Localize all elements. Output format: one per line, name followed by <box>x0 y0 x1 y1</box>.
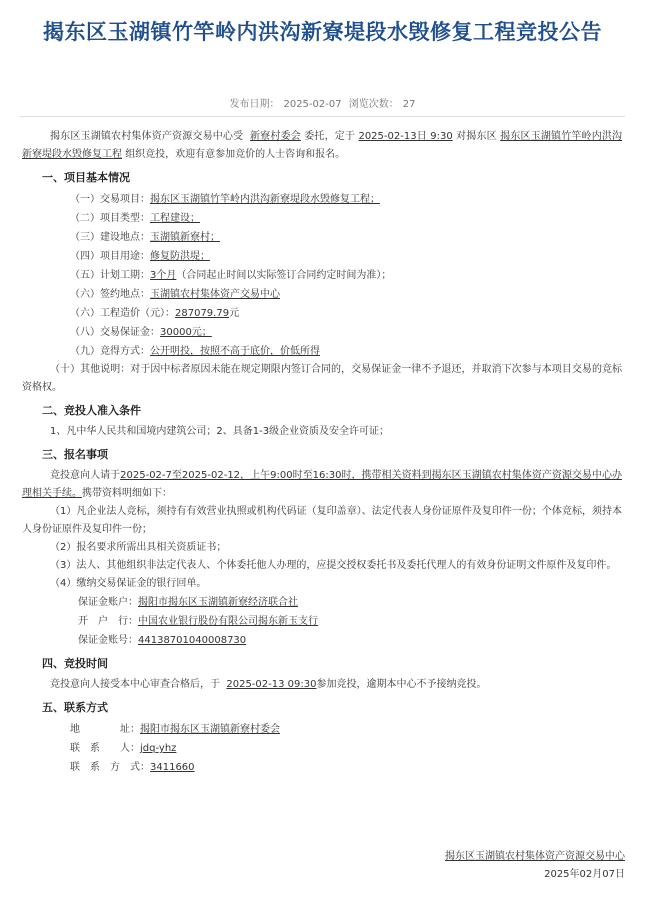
contact-label: 联 系 方 式： <box>70 762 150 773</box>
section-heading-5: 五、联系方式 <box>42 701 108 714</box>
project-info-item <box>22 304 622 323</box>
auction-time-text-1: 竞投意向人接受本中心审查合格后，于 <box>50 679 220 690</box>
project-name: 揭东区玉湖镇竹竿岭内洪沟新寮堤段水毁修复工程 <box>22 131 623 160</box>
bank-info-value: 揭阳市揭东区玉湖镇新寮经济联合社 <box>138 597 298 608</box>
publish-date-label: 发布日期： <box>229 99 280 110</box>
project-info-value: 工程建设； <box>150 213 200 224</box>
article-meta <box>0 95 645 110</box>
project-info-value: 30000元； <box>160 327 212 338</box>
required-document-item: （1）凡企业法人竞标，须持有有效营业执照或机构代码证（复印盖章）、法定代表人身份证原件及复印件一份；个体竞标，须持本人身份证原件及复印件一份； <box>22 506 622 535</box>
views-label: 浏览次数： <box>348 99 399 110</box>
other-notes-text: 对于因中标者原因未能在规定期限内签订合同的，交易保证金一律不予退还，并取消下次参与本项目交易的竞标资格权。 <box>22 364 623 393</box>
project-info-value: 玉湖镇农村集体资产交易中心 <box>150 289 280 300</box>
auction-time: 2025-02-13 09:30 <box>226 679 317 690</box>
intro-text-4: 组织竞投，欢迎有意参加竞价的人士咨询和报名。 <box>125 149 346 160</box>
views-count: 27 <box>402 99 416 110</box>
registration-paragraph <box>22 467 622 503</box>
qualification-text: 1、凡中华人民共和国境内建筑公司；2、具备1-3级企业资质及安全许可证； <box>50 426 390 437</box>
section-heading-3: 三、报名事项 <box>42 448 108 461</box>
intro-text-2: 委托，定于 <box>304 131 356 142</box>
project-info-item <box>22 323 622 342</box>
contact-value: 3411660 <box>150 762 195 773</box>
contact-row <box>22 720 622 739</box>
signature-date: 2025年02月07日 <box>544 869 625 880</box>
intro-paragraph <box>22 128 622 164</box>
project-info-label: （二）项目类型： <box>70 213 150 224</box>
registration-text-2: 携带资料明细如下： <box>82 488 172 499</box>
project-info-label: （九）竞得方式： <box>70 346 150 357</box>
client-name: 新寮村委会 <box>249 131 301 142</box>
contact-row <box>22 739 622 758</box>
bank-info-row <box>22 631 622 650</box>
project-info-item <box>22 247 622 266</box>
signature <box>445 848 625 884</box>
project-info-label: （五）计划工期： <box>70 270 150 281</box>
signature-org: 揭东区玉湖镇农村集体资产资源交易中心 <box>445 851 625 862</box>
project-info-item <box>22 342 622 361</box>
required-document-item: （3）法人、其他组织非法定代表人、个体委托他人办理的，应提交授权委托书及委托代理人的有效身份证明文件原件及复印件。 <box>50 560 617 571</box>
publish-date: 2025-02-07 <box>283 99 342 110</box>
contact-value: jdq-yhz <box>140 743 177 754</box>
project-info-list <box>22 190 622 361</box>
project-info-label: （四）项目用途： <box>70 251 150 262</box>
auction-time-text-2: 参加竞投，逾期本中心不予接纳竞投。 <box>316 679 487 690</box>
divider <box>20 116 625 117</box>
bank-info <box>22 593 622 650</box>
required-documents-list <box>22 503 622 593</box>
project-info-label: （六）签约地点： <box>70 289 150 300</box>
project-info-label: （一）交易项目： <box>70 194 150 205</box>
bank-info-label: 保证金账号： <box>78 635 138 646</box>
project-info-value: 修复防洪堤； <box>150 251 210 262</box>
registration-period: 2025-02-7至2025-02-12，上午9:00时至16:30时，携带相关资料到揭东区玉湖镇农村集体资产资源交易中心办理相关手续。 <box>22 470 622 499</box>
project-info-item <box>22 209 622 228</box>
bank-info-row <box>22 593 622 612</box>
section-heading-4: 四、竞投时间 <box>42 657 108 670</box>
project-info-item <box>22 266 622 285</box>
bank-info-row <box>22 612 622 631</box>
section-heading-2: 二、竞投人准入条件 <box>42 404 141 417</box>
project-info-label: （三）建设地点： <box>70 232 150 243</box>
bank-info-value: 中国农业银行股份有限公司揭东新玉支行 <box>138 616 318 627</box>
intro-text-3: 对揭东区 <box>456 131 497 142</box>
auction-time-paragraph <box>22 676 622 694</box>
contact-row <box>22 758 622 777</box>
bank-info-label: 保证金账户： <box>78 597 138 608</box>
intro-text-1: 揭东区玉湖镇农村集体资产资源交易中心受 <box>50 131 244 142</box>
registration-text-1: 竞投意向人请于 <box>50 470 121 481</box>
project-info-suffix: （合同起止时间以实际签订合同约定时间为准）； <box>176 270 392 281</box>
required-document-item: （4）缴纳交易保证金的银行回单。 <box>50 578 207 589</box>
contact-value: 揭阳市揭东区玉湖镇新寮村委会 <box>140 724 280 735</box>
project-info-value: 公开明投，按照不高于底价，价低所得 <box>150 346 320 357</box>
required-document-item: （2）报名要求所需出具相关资质证书； <box>50 542 227 553</box>
project-info-value: 3个月 <box>150 270 177 281</box>
project-info-label: （六）工程造价（元）： <box>70 308 175 319</box>
project-info-item <box>22 228 622 247</box>
contact-label: 联 系 人： <box>70 743 140 754</box>
project-info-value: 揭东区玉湖镇竹竿岭内洪沟新寮堤段水毁修复工程； <box>150 194 380 205</box>
section-heading-1: 一、项目基本情况 <box>42 171 130 184</box>
other-notes <box>22 361 622 397</box>
project-info-suffix: 元 <box>229 308 240 319</box>
project-info-value: 玉湖镇新寮村； <box>150 232 220 243</box>
project-info-label: （八）交易保证金： <box>70 327 160 338</box>
other-notes-label: （十）其他说明： <box>50 364 131 375</box>
contact-list <box>22 720 622 777</box>
bank-info-label: 开 户 行： <box>78 616 138 627</box>
project-info-item <box>22 285 622 304</box>
page-title: 揭东区玉湖镇竹竿岭内洪沟新寮堤段水毁修复工程竞投公告 <box>43 20 602 44</box>
article-body <box>22 128 622 777</box>
project-info-item <box>22 190 622 209</box>
project-info-value: 287079.79 <box>175 308 230 319</box>
contact-label: 地 址： <box>70 724 140 735</box>
auction-datetime: 2025-02-13日 9:30 <box>358 131 453 142</box>
bank-info-value: 44138701040008730 <box>138 635 247 646</box>
